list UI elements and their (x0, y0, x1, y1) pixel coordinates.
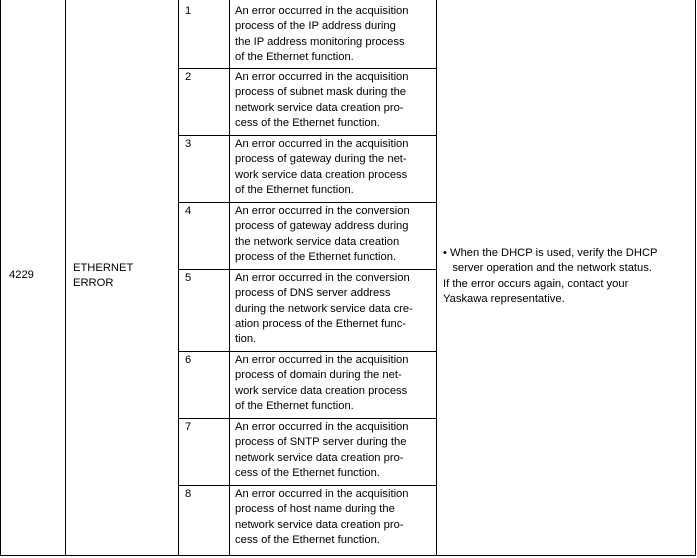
detail-description-line: cess of the Ethernet function. (235, 466, 380, 479)
detail-number: 2 (185, 71, 192, 83)
detail-row-divider-5 (178, 351, 437, 352)
detail-description-line: process of the IP address during (235, 20, 396, 33)
detail-number: 8 (185, 488, 192, 500)
detail-description-line: An error occurred in the conversion (235, 272, 410, 284)
column-divider-code (65, 0, 66, 556)
detail-description-line: ation process of the Ethernet func- (235, 317, 407, 330)
detail-description-line: An error occurred in the acquisition (235, 354, 409, 366)
detail-description (235, 204, 433, 265)
detail-number: 3 (185, 138, 192, 150)
detail-description-line: network service data creation pro- (235, 451, 404, 464)
detail-description-line: of the Ethernet function. (235, 399, 354, 412)
corrective-action (443, 246, 658, 307)
detail-description (235, 137, 433, 198)
detail-description-line: An error occurred in the acquisition (235, 138, 409, 150)
detail-description-line: process of gateway during the net- (235, 153, 407, 166)
detail-description-line: An error occurred in the acquisition (235, 71, 409, 83)
error-code: 4229 (9, 269, 34, 281)
table-border-right (695, 0, 696, 556)
detail-row-divider-6 (178, 418, 437, 419)
error-name (73, 261, 133, 292)
column-divider-name (178, 0, 179, 556)
detail-row-divider-1 (178, 68, 437, 69)
detail-description-line: process of host name during the (235, 503, 395, 516)
detail-number: 4 (185, 205, 192, 217)
detail-description-line: An error occurred in the conversion (235, 205, 410, 217)
detail-number: 1 (185, 5, 192, 17)
detail-description-line: tion. (235, 333, 257, 346)
error-name-line: ETHERNET (73, 262, 134, 274)
detail-row-divider-7 (178, 485, 437, 486)
detail-description-line: the IP address monitoring process (235, 35, 405, 48)
corrective-action-line: Yaskawa representative. (443, 292, 565, 305)
detail-description-line: process of domain during the net- (235, 369, 402, 382)
column-divider-number (229, 0, 230, 556)
detail-description (235, 4, 433, 65)
detail-description-line: process of gateway address during (235, 220, 409, 233)
detail-description-line: An error occurred in the acquisition (235, 488, 409, 500)
detail-description-line: cess of the Ethernet function. (235, 116, 380, 129)
detail-description-line: of the Ethernet function. (235, 50, 354, 63)
detail-description (235, 70, 433, 131)
detail-description-line: process of DNS server address (235, 287, 391, 300)
error-name-line: ERROR (73, 277, 114, 290)
detail-description-line: the network service data creation (235, 235, 400, 248)
detail-description (235, 487, 433, 548)
detail-description-line: process of SNTP server during the (235, 436, 407, 449)
detail-description-line: network service data creation pro- (235, 101, 404, 114)
table-border-left (0, 0, 1, 556)
corrective-action-line: server operation and the network status. (443, 262, 652, 275)
detail-description-line: process of subnet mask during the (235, 86, 407, 99)
detail-description-line: An error occurred in the acquisition (235, 421, 409, 433)
detail-description-line: An error occurred in the acquisition (235, 5, 409, 17)
detail-description-line: during the network service data cre- (235, 302, 413, 315)
detail-number: 6 (185, 354, 192, 366)
detail-description (235, 420, 433, 481)
detail-number: 5 (185, 272, 192, 284)
detail-description-line: work service data creation process (235, 168, 408, 181)
detail-description (235, 353, 433, 414)
detail-description (235, 271, 433, 347)
column-divider-description (436, 0, 437, 556)
detail-description-line: network service data creation pro- (235, 518, 404, 531)
detail-number: 7 (185, 421, 192, 433)
detail-description-line: process of the Ethernet function. (235, 250, 397, 263)
detail-row-divider-2 (178, 135, 437, 136)
detail-description-line: cess of the Ethernet function. (235, 533, 380, 546)
detail-row-divider-4 (178, 269, 437, 270)
detail-description-line: work service data creation process (235, 384, 408, 397)
detail-row-divider-3 (178, 202, 437, 203)
corrective-action-line: • When the DHCP is used, verify the DHCP (443, 247, 658, 259)
detail-description-line: of the Ethernet function. (235, 183, 354, 196)
corrective-action-line: If the error occurs again, contact your (443, 277, 629, 290)
table-border-bottom (0, 555, 696, 556)
